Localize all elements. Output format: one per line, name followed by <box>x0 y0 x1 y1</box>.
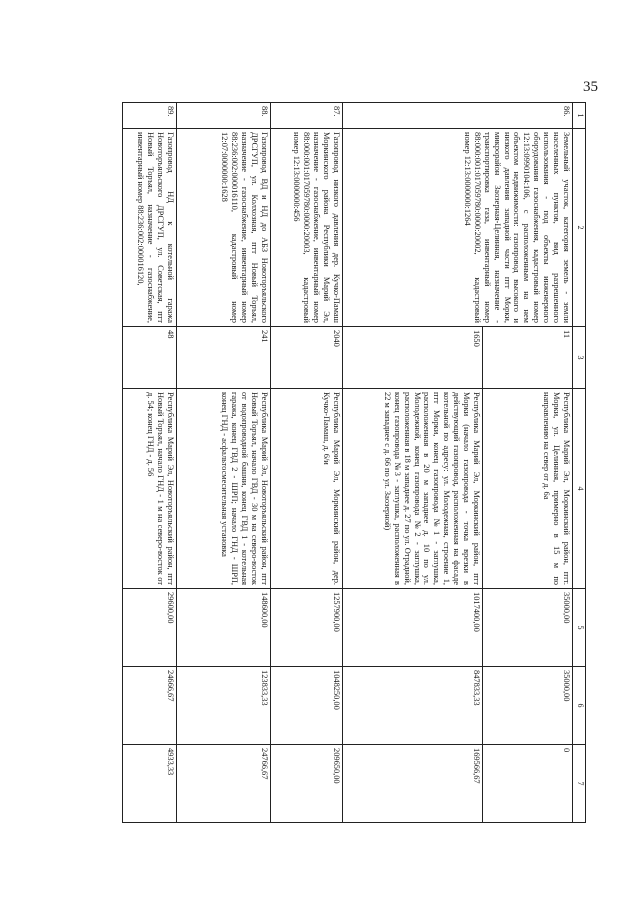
col-header: 5 <box>573 589 586 667</box>
length-value: 2040 <box>271 327 343 389</box>
table-row <box>483 103 573 823</box>
length-value: 1650 <box>343 327 483 389</box>
length-value: 48 <box>123 327 177 389</box>
col-header: 6 <box>573 667 586 745</box>
table-row <box>177 103 271 823</box>
length-value: 241 <box>177 327 271 389</box>
value-col7: 169566,67 <box>343 745 483 823</box>
value-col6: 24666,67 <box>123 667 177 745</box>
address-text: Республика Марий Эл, Моркинский район, птт Морки (начало газопровода - точка врезки в действующий газопровод, расположенная на фасаде котельной по адресу: ул. Молодежная, строение 1, птт Морки, конец газопровода №1 - заглушка, расположенная в 20 м западнее д. 10 по ул. Молодежной, конец газопровода №2 - заглушка, расположенная в 18 м западнее д. 27 по ул. Отрадной, конец газопровода №3 - заглушка, расположенная в 22 м западнее с д. 66 по ул. Заозерной) <box>343 389 483 589</box>
table-row <box>271 103 343 823</box>
value-col7: 0 <box>483 745 573 823</box>
page-number: 35 <box>583 79 598 95</box>
row-number: 89. <box>123 103 177 129</box>
col-header: 3 <box>573 327 586 389</box>
value-col6: 847833,33 <box>343 667 483 745</box>
value-col6: 35000,00 <box>483 667 573 745</box>
value-col5: 1017400,00 <box>343 589 483 667</box>
value-col5: 1257900,00 <box>271 589 343 667</box>
value-col7: 209650,00 <box>271 745 343 823</box>
address-text: Республика Марий Эл, Новоторъяльский район, птт Новый Торъял, начало ГНД - 1 м на северо-восток от д. 54; конец ГНД - д. 56 <box>123 389 177 589</box>
col-header: 4 <box>573 389 586 589</box>
object-description: Газопровод НД к котельной гаража Новоторъяльского ДРСГУП, ул. Советская, птт Новый Торъял, назначение - газоснабжение, инвентарный номер 88:236:002:000016120, <box>123 129 177 327</box>
table-row <box>123 103 177 823</box>
value-col6: 123833,33 <box>177 667 271 745</box>
row-number: 88. <box>177 103 271 129</box>
value-col5: 35000,00 <box>483 589 573 667</box>
length-value: 11 <box>483 327 573 389</box>
value-col7: 24766,67 <box>177 745 271 823</box>
property-table <box>122 102 586 823</box>
object-description: Земельный участок, категория земель - земли населенных пунктов, вид разрешенного использования - под объекты инженерного оборудования газоснабжения, кадастровый номер 12:13:0990104:106, с расположенным на нем объектом недвижимости: газопровод высокого и низкого давления западной части птт Морки, микрорайон Заозерная-Целинная, назначение - транспортировка газа, инвентарный номер 88:000:001:017059780:0000:20002, кадастровый номер 12:13:0000000:1264 <box>343 129 573 327</box>
col-header: 7 <box>573 745 586 823</box>
object-description: Газопровод ВД и НД до АБЗ Новоторъяльского ДРСГУП, ул. Колхозная, птт Новый Торъял, назначение - газоснабжение, инвентарный номер 88:236:002:000016110, кадастровый номер 12:07:0000000:1628 <box>177 129 271 327</box>
row-number: 87. <box>271 103 343 129</box>
col-header: 1 <box>573 103 586 129</box>
address-text: Республика Марий Эл, Моркинский район, птт. Морки, ул. Целинная, примерно в 15 м по направлению на север от д. 6а <box>483 389 573 589</box>
address-text: Республика Марий Эл, Моркинский район, дер. Кучко-Памаш, д. 6/и <box>271 389 343 589</box>
value-col7: 4933,33 <box>123 745 177 823</box>
row-number: 86. <box>343 103 573 129</box>
value-col5: 148600,00 <box>177 589 271 667</box>
col-header: 2 <box>573 129 586 327</box>
object-description: Газопровод низкого давления дер. Кучко-Памаш Моркинского района Республики Марий Эл, назначение - газоснабжение, инвентарный номер 88:000:001:017059780:0000:20003, кадастровый номер 12:13:0000000:456 <box>271 129 343 327</box>
header-row <box>573 103 586 823</box>
value-col5: 29600,00 <box>123 589 177 667</box>
rotated-table-sheet <box>116 102 586 822</box>
value-col6: 1048250,00 <box>271 667 343 745</box>
address-text: Республика Марий Эл, Новоторъяльский район, птт Новый Торъял, начало ГВД - 30 м на северо-восток от водопроводной башни, конец ГВД 1 - котельная гаража, конец ГВД 2 - ШРП; начало ГНД - ШРП, конец ГНД - асфальтосмесительная установка <box>177 389 271 589</box>
